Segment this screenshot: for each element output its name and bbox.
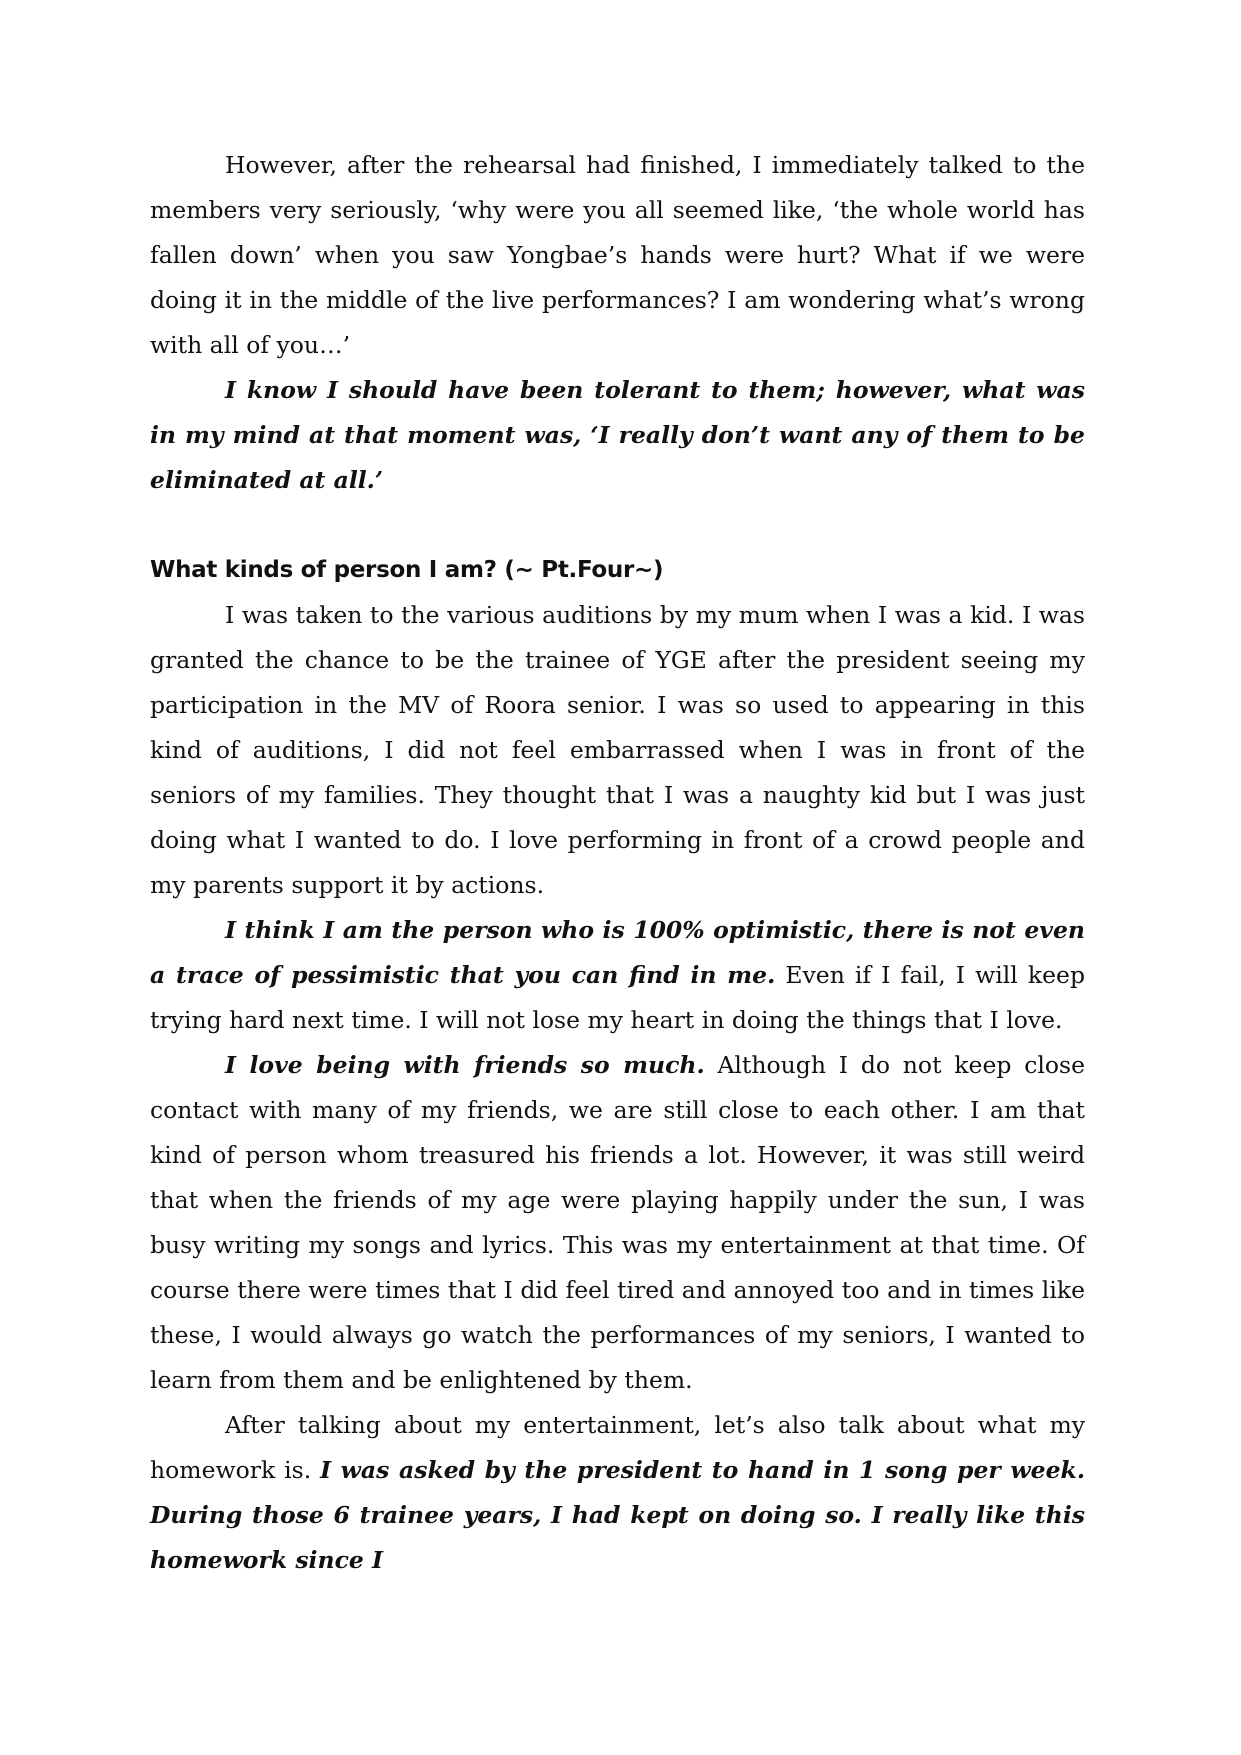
- text-run: Although I do not keep close contact with many of my friends, we are still close to each other. I am that kind of person whom treasured his friends a lot. However, it was still weird that when the friends of my age were playing happily under the sun, I was busy writing my songs and lyrics. This was my entertainment at that time. Of course there were times that I did feel tired and annoyed too and in times like these, I would always go watch the performances of my seniors, I wanted to learn from them and be enlightened by them.: [150, 1051, 1085, 1394]
- paragraph-auditions: [150, 593, 1085, 908]
- paragraph-homework: [150, 1403, 1085, 1583]
- text-run: I was taken to the various auditions by my mum when I was a kid. I was granted the chance to be the trainee of YGE after the president seeing my participation in the MV of Roora senior. I was so used to appearing in this kind of auditions, I did not feel embarrassed when I was in front of the seniors of my families. They thought that I was a naughty kid but I was just doing what I wanted to do. I love performing in front of a crowd people and my parents support it by actions.: [150, 601, 1085, 899]
- text-run: However, after the rehearsal had finished, I immediately talked to the members very seriously, ‘why were you all seemed like, ‘the whole world has fallen down’ when you saw Yongbae’s hands were hurt? What if we were doing it in the middle of the live performances? I am wondering what’s wrong with all of you…’: [150, 151, 1085, 359]
- paragraph-friends: [150, 1043, 1085, 1403]
- paragraph-rehearsal-talk: [150, 143, 1085, 368]
- emphasis-run: I know I should have been tolerant to them; however, what was in my mind at that moment was, ‘I really don’t want any of them to be eliminated at all.’: [150, 376, 1085, 494]
- paragraph-tolerance-emphasis: [150, 368, 1085, 503]
- section-heading: What kinds of person I am? (~ Pt.Four~): [150, 557, 664, 583]
- section-spacer: [150, 503, 1085, 548]
- emphasis-run: I think I am the person who is 100% optimistic, there is not even a trace of pessimistic that you can find in me.: [150, 916, 1085, 989]
- text-run: Even if I fail, I will keep trying hard next time. I will not lose my heart in doing the things that I love.: [150, 961, 1085, 1034]
- document-page: [150, 143, 1085, 1583]
- emphasis-run: I love being with friends so much.: [225, 1051, 705, 1079]
- paragraph-optimistic: [150, 908, 1085, 1043]
- emphasis-run: I was asked by the president to hand in 1 song per week. During those 6 trainee years, I had kept on doing so. I really like this homework since I: [150, 1456, 1085, 1574]
- text-run: After talking about my entertainment, let’s also talk about what my homework is.: [150, 1411, 1085, 1484]
